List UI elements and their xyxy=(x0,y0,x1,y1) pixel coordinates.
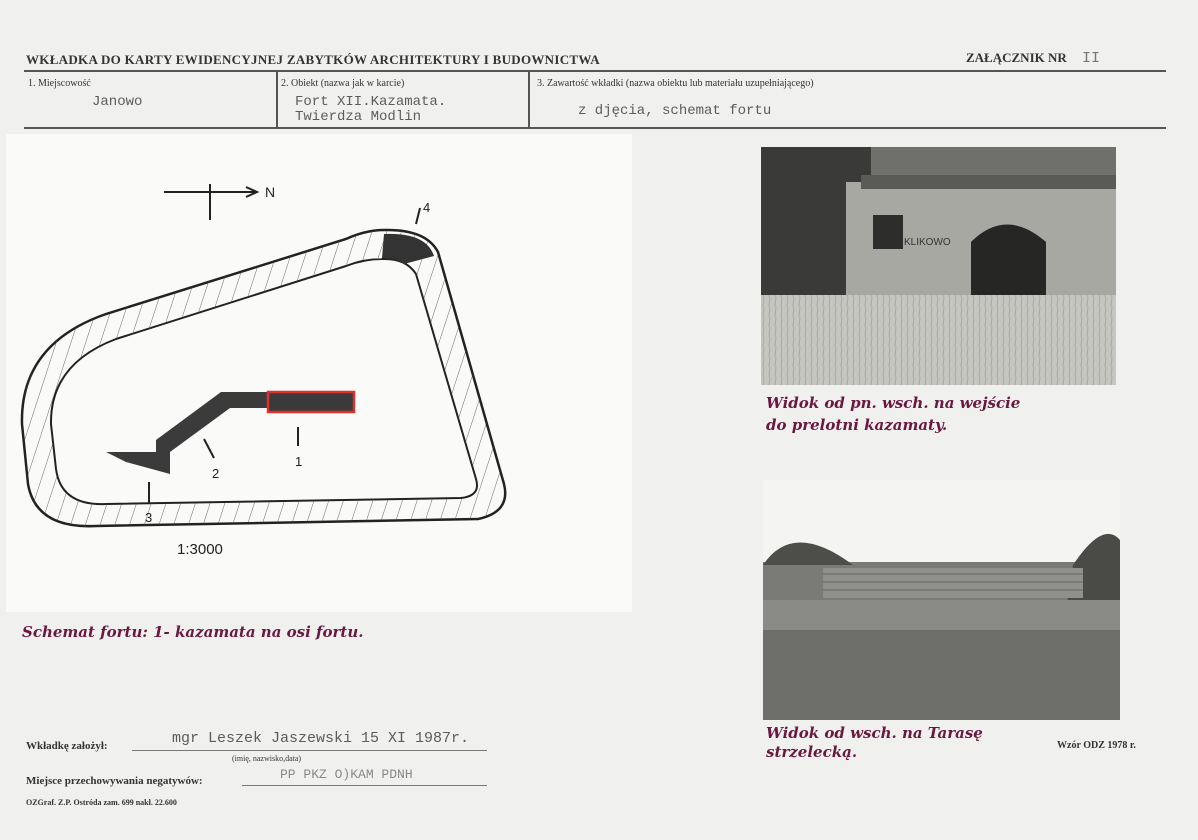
annex-label xyxy=(966,50,1100,67)
fort-schema-drawing xyxy=(6,134,632,612)
bottom-photo-caption-line2: strzelecką. xyxy=(766,743,858,761)
storage-label: Miejsce przechowywania negatywów: xyxy=(26,775,203,787)
schema-caption: Schemat fortu: 1- kazamata na osi fortu. xyxy=(22,623,364,641)
casemate-photo-image xyxy=(761,147,1116,385)
casemate-1 xyxy=(268,392,354,412)
label-4: 4 xyxy=(423,200,431,215)
contents-value: z djęcia, schemat fortu xyxy=(578,103,772,119)
terrace-photo-image xyxy=(763,480,1120,720)
header-rule xyxy=(24,70,1166,72)
north-arrow-icon xyxy=(164,184,257,220)
annex-number: II xyxy=(1082,50,1101,67)
label-2: 2 xyxy=(212,466,220,481)
print-info: OZGraf. Z.P. Ostróda zam. 699 nakł. 22.600 xyxy=(26,798,177,807)
annex-label-text: ZAŁĄCZNIK NR xyxy=(966,50,1067,65)
contents-label: 3. Zawartość wkładki (nazwa obiektu lub materiału uzupełniającego) xyxy=(537,78,814,89)
label-3: 3 xyxy=(145,510,153,525)
gorge-wall xyxy=(106,392,268,474)
author-value: mgr Leszek Jaszewski 15 XI 1987r. xyxy=(172,730,470,747)
author-hint: (imię, nazwisko,data) xyxy=(232,754,302,763)
bottom-photo-caption-line1: Widok od wsch. na Tarasę xyxy=(766,724,983,742)
fields-rule xyxy=(24,127,1166,129)
label-1: 1 xyxy=(295,454,303,469)
form-model: Wzór ODZ 1978 r. xyxy=(1057,740,1136,751)
graffiti-text: KLIKOWO xyxy=(904,237,951,248)
fort-inner-outline xyxy=(51,259,477,504)
locality-label: 1. Miejscowość xyxy=(28,78,91,89)
rampart-hatching xyxy=(22,230,505,526)
object-label: 2. Obiekt (nazwa jak w karcie) xyxy=(281,78,405,89)
top-photo-caption-line1: Widok od pn. wsch. na wejście xyxy=(766,394,1021,412)
storage-value: PP PKZ O)KAM PDNH xyxy=(280,767,413,782)
card-title: WKŁADKA DO KARTY EWIDENCYJNEJ ZABYTKÓW ARCHITEKTURY I BUDOWNICTWA xyxy=(26,52,600,67)
author-line xyxy=(132,750,487,751)
photo-casemate-entrance xyxy=(761,147,1116,385)
field-divider-2 xyxy=(528,72,530,128)
north-label: N xyxy=(265,184,276,200)
locality-value: Janowo xyxy=(92,94,143,110)
object-value-line1: Fort XII.Kazamata. xyxy=(295,94,447,110)
top-photo-caption-line2: do prelotni kazamaty. xyxy=(766,416,948,434)
scale-label: 1:3000 xyxy=(177,541,223,558)
author-label: Wkładkę założył: xyxy=(26,740,108,752)
object-value-line2: Twierdza Modlin xyxy=(295,109,422,125)
storage-line xyxy=(242,785,487,786)
field-divider-1 xyxy=(276,72,278,128)
fort-schema-sheet xyxy=(6,134,632,612)
photo-rifle-terrace xyxy=(763,480,1120,720)
leader-2 xyxy=(204,439,214,458)
leader-4 xyxy=(416,208,420,224)
